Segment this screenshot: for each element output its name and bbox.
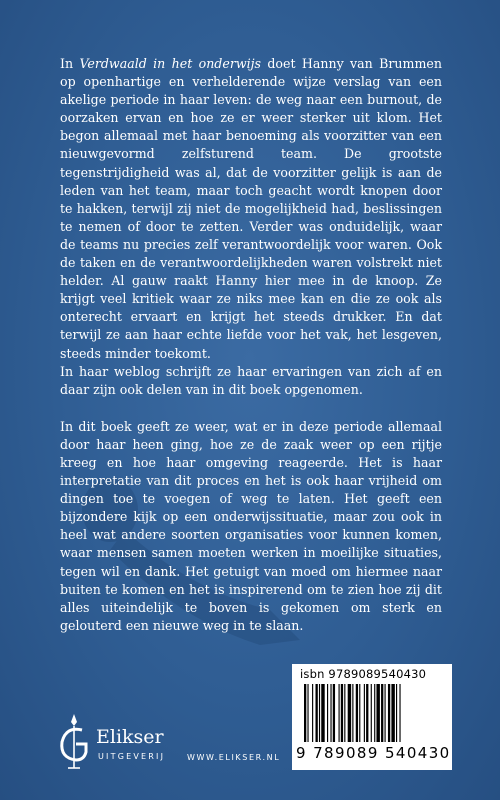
barcode-bar xyxy=(330,684,331,742)
blurb-paragraph-1: In Verdwaald in het onderwijs doet Hanny van Brummen op openhartige en verhelderende wijze verslag van een akelige periode in haar leven: de weg naar een burnout, de oorzaken ervan en hoe ze er weer sterker uit klom. Het begon allemaal met haar benoeming als voorzitter van een nieuwgevormd zelfsturend team. De grootste tegenstrijdigheid was al, dat de voorzitter gelijk is aan de leden van het team, maar toch geacht wordt knopen door te hakken, terwijl zij niet de mogelijkheid had, beslissingen te nemen of door te zetten. Verder was onduidelijk, waar de teams nu precies zelf verantwoordelijk voor waren. Ook de taken en de verantwoordelijkheden waren volstrekt niet helder. Al gauw raakt Hanny hier mee in de knoop. Ze krijgt veel kritiek waar ze niks mee kan en die ze ook als onterecht ervaart en krijgt het steeds drukker. En dat terwijl ze aan haar echte liefde voor het vak, het lesgeven, steeds minder toekomt. xyxy=(60,56,442,361)
barcode-bar xyxy=(371,684,372,742)
barcode-bar xyxy=(385,684,386,742)
barcode-box xyxy=(292,664,452,770)
barcode-bar xyxy=(364,684,365,742)
barcode-bar xyxy=(321,684,324,742)
barcode-bar xyxy=(339,684,340,742)
publisher-website: WWW.ELIKSER.NL xyxy=(187,753,281,762)
barcode-bar xyxy=(366,684,368,742)
barcode-bar xyxy=(319,684,320,742)
barcode-digits: 9 789089 540430 xyxy=(296,744,451,762)
barcode-bar xyxy=(333,684,335,742)
barcode-bar xyxy=(316,684,318,742)
isbn-label: isbn 9789089540430 xyxy=(300,667,427,681)
barcode-bar xyxy=(312,684,313,742)
barcode-bar xyxy=(348,684,351,742)
publisher-name: Elikser xyxy=(96,726,164,748)
barcode-bar xyxy=(344,684,345,742)
barcode-bar xyxy=(374,684,375,742)
blurb-text xyxy=(60,55,442,635)
barcode-bars xyxy=(298,684,446,746)
barcode-bar xyxy=(359,684,360,742)
barcode-bar xyxy=(356,684,358,742)
barcode-bar xyxy=(399,684,400,742)
barcode-bar xyxy=(381,684,383,742)
barcode-bar xyxy=(327,684,328,742)
barcode-bar xyxy=(388,684,390,742)
book-title: Verdwaald in het onderwijs xyxy=(79,56,262,71)
barcode-bar xyxy=(396,684,397,742)
barcode-bar xyxy=(304,684,306,742)
barcode-bar xyxy=(376,684,379,742)
barcode-bar xyxy=(307,684,308,742)
blurb-paragraph-2: In haar weblog schrijft ze haar ervaringen van zich af en daar zijn ook delen van in dit boek opgenomen. xyxy=(60,363,442,397)
blurb-paragraph-3: In dit boek geeft ze weer, wat er in deze periode allemaal door haar heen ging, hoe ze de zaak weer op een rijtje kreeg en hoe haar omgeving reageerde. Het is haar interpretatie van dit proces en het is ook haar vrijheid om dingen toe te voegen of weg te laten. Het geeft een bijzondere kijk op een onderwijssituatie, maar zou ook in heel wat andere soorten organisaties voor kunnen komen, waar mensen samen moeten werken in moeilijke situaties, tegen wil en dank. Het getuigt van moed om hiermee naar buiten te komen en het is inspirerend om te zien hoe zij dit alles uiteindelijk te boven is gekomen om sterk en gelouterd een nieuwe weg in te slaan. xyxy=(60,418,442,633)
publisher-subtitle: UITGEVERIJ xyxy=(98,752,166,761)
publisher-logo xyxy=(52,712,202,772)
barcode-bar xyxy=(352,684,353,742)
elikser-g-logo-icon xyxy=(52,712,94,772)
barcode-bar xyxy=(391,684,394,742)
barcode-bar xyxy=(341,684,343,742)
